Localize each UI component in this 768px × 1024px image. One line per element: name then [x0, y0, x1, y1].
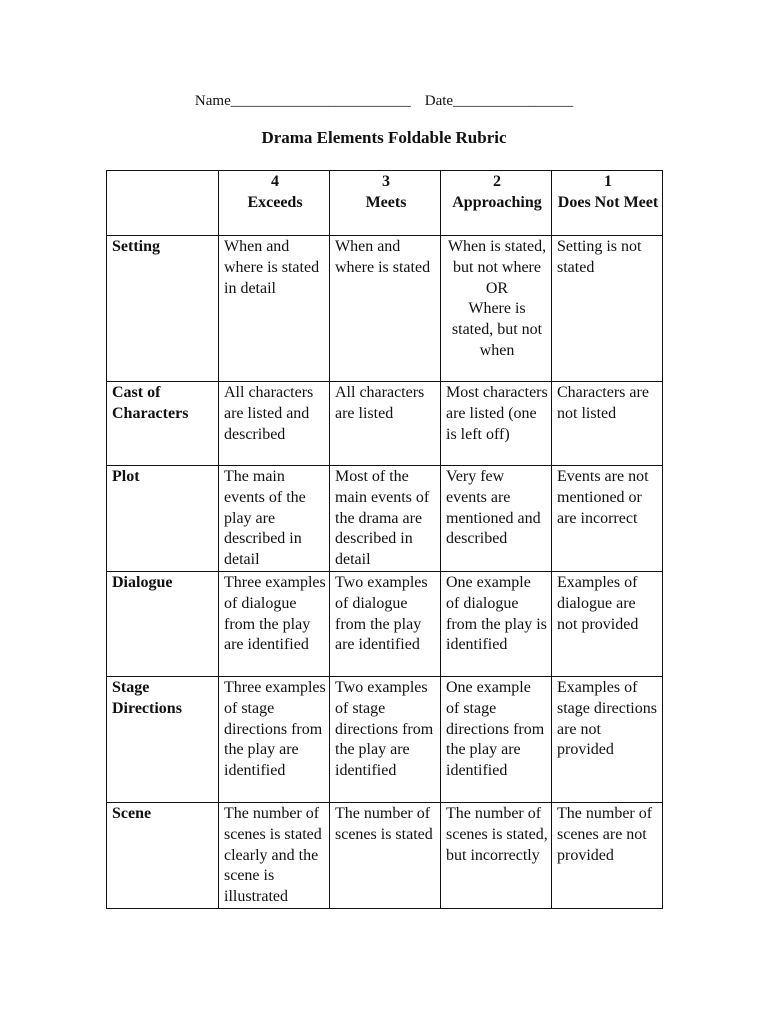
rubric-cell: Most characters are listed (one is left off): [441, 382, 552, 466]
rubric-cell: The number of scenes is stated: [330, 802, 441, 908]
column-label: Exceeds: [247, 193, 303, 211]
name-field-label: Name________________________: [194, 93, 411, 109]
rubric-corner-cell: [107, 171, 219, 236]
rubric-cell: Three examples of stage directions from the play are identified: [219, 676, 330, 802]
column-header-meets: [330, 171, 441, 236]
rubric-row-scene: [107, 802, 663, 908]
rubric-cell: The number of scenes is stated clearly and the scene is illustrated: [219, 802, 330, 908]
rubric-cell: The main events of the play are described in detail: [219, 466, 330, 572]
rubric-cell: Setting is not stated: [552, 236, 663, 382]
rubric-cell: Characters are not listed: [552, 382, 663, 466]
rubric-cell: Most of the main events of the drama are described in detail: [330, 466, 441, 572]
row-label: Dialogue: [107, 571, 219, 676]
rubric-cell: The number of scenes are not provided: [552, 802, 663, 908]
date-field-label: Date________________: [424, 93, 574, 109]
rubric-cell: Three examples of dialogue from the play are identified: [219, 571, 330, 676]
rubric-cell: All characters are listed: [330, 382, 441, 466]
rubric-cell: One example of dialogue from the play is identified: [441, 571, 552, 676]
rubric-row-stage-directions: [107, 676, 663, 802]
row-label: Stage Directions: [107, 676, 219, 802]
column-label: Does Not Meet: [557, 193, 659, 211]
rubric-table: [106, 170, 663, 909]
column-score: 3: [382, 173, 390, 190]
name-date-line: [0, 93, 768, 110]
rubric-cell: Very few events are mentioned and described: [441, 466, 552, 572]
row-label: Plot: [107, 466, 219, 572]
row-label: Setting: [107, 236, 219, 382]
column-score: 2: [493, 173, 501, 190]
column-label: Approaching: [452, 193, 542, 211]
rubric-cell: When and where is stated in detail: [219, 236, 330, 382]
column-score: 4: [271, 173, 279, 190]
column-label: Meets: [365, 193, 407, 211]
column-header-does-not-meet: [552, 171, 663, 236]
rubric-row-dialogue: [107, 571, 663, 676]
row-label: Cast of Characters: [107, 382, 219, 466]
rubric-cell: All characters are listed and described: [219, 382, 330, 466]
rubric-cell: Two examples of stage directions from the play are identified: [330, 676, 441, 802]
rubric-cell: Examples of stage directions are not provided: [552, 676, 663, 802]
row-label: Scene: [107, 802, 219, 908]
rubric-header-row: [107, 171, 663, 236]
rubric-cell: Two examples of dialogue from the play are identified: [330, 571, 441, 676]
rubric-cell: One example of stage directions from the play are identified: [441, 676, 552, 802]
rubric-row-setting: [107, 236, 663, 382]
rubric-cell: When and where is stated: [330, 236, 441, 382]
rubric-cell: Examples of dialogue are not provided: [552, 571, 663, 676]
rubric-row-plot: [107, 466, 663, 572]
column-header-exceeds: [219, 171, 330, 236]
rubric-row-cast-of-characters: [107, 382, 663, 466]
page-title: Drama Elements Foldable Rubric: [261, 128, 507, 147]
rubric-cell: When is stated, but not where OR Where is stated, but not when: [441, 236, 552, 382]
column-score: 1: [604, 173, 612, 190]
rubric-cell: The number of scenes is stated, but incorrectly: [441, 802, 552, 908]
rubric-cell: Events are not mentioned or are incorrect: [552, 466, 663, 572]
column-header-approaching: [441, 171, 552, 236]
